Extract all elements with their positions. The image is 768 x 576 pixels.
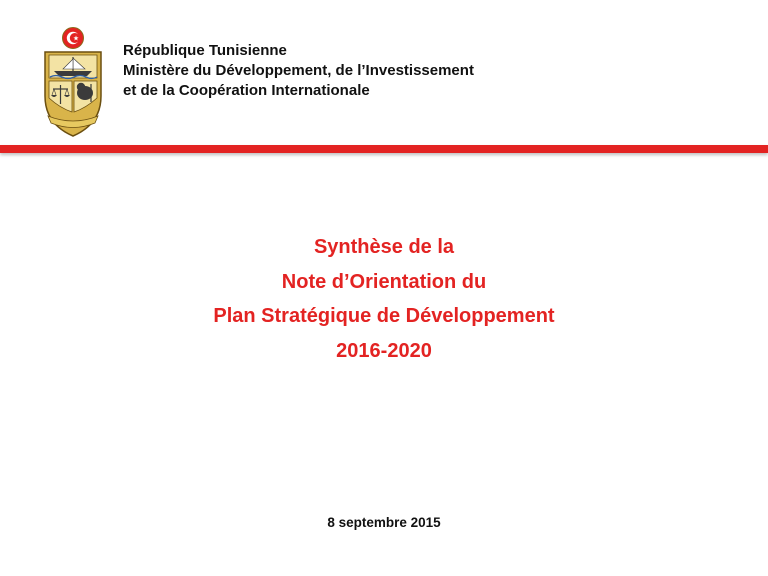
presentation-date: 8 septembre 2015 <box>327 515 441 530</box>
header-ministry-line2: et de la Coopération Internationale <box>123 82 370 99</box>
title-line-3: Plan Stratégique de Développement <box>213 305 555 327</box>
header-country: République Tunisienne <box>123 42 287 59</box>
ministry-header <box>123 41 474 101</box>
title-line-2: Note d’Orientation du <box>281 270 487 293</box>
presentation-title <box>0 230 768 368</box>
header-ministry-line1: Ministère du Développement, de l’Investissement <box>123 62 474 79</box>
title-line-1: Synthèse de la <box>313 236 455 258</box>
header-divider <box>0 145 768 153</box>
coat-of-arms-icon <box>40 26 106 138</box>
title-line-4: 2016-2020 <box>336 339 432 362</box>
